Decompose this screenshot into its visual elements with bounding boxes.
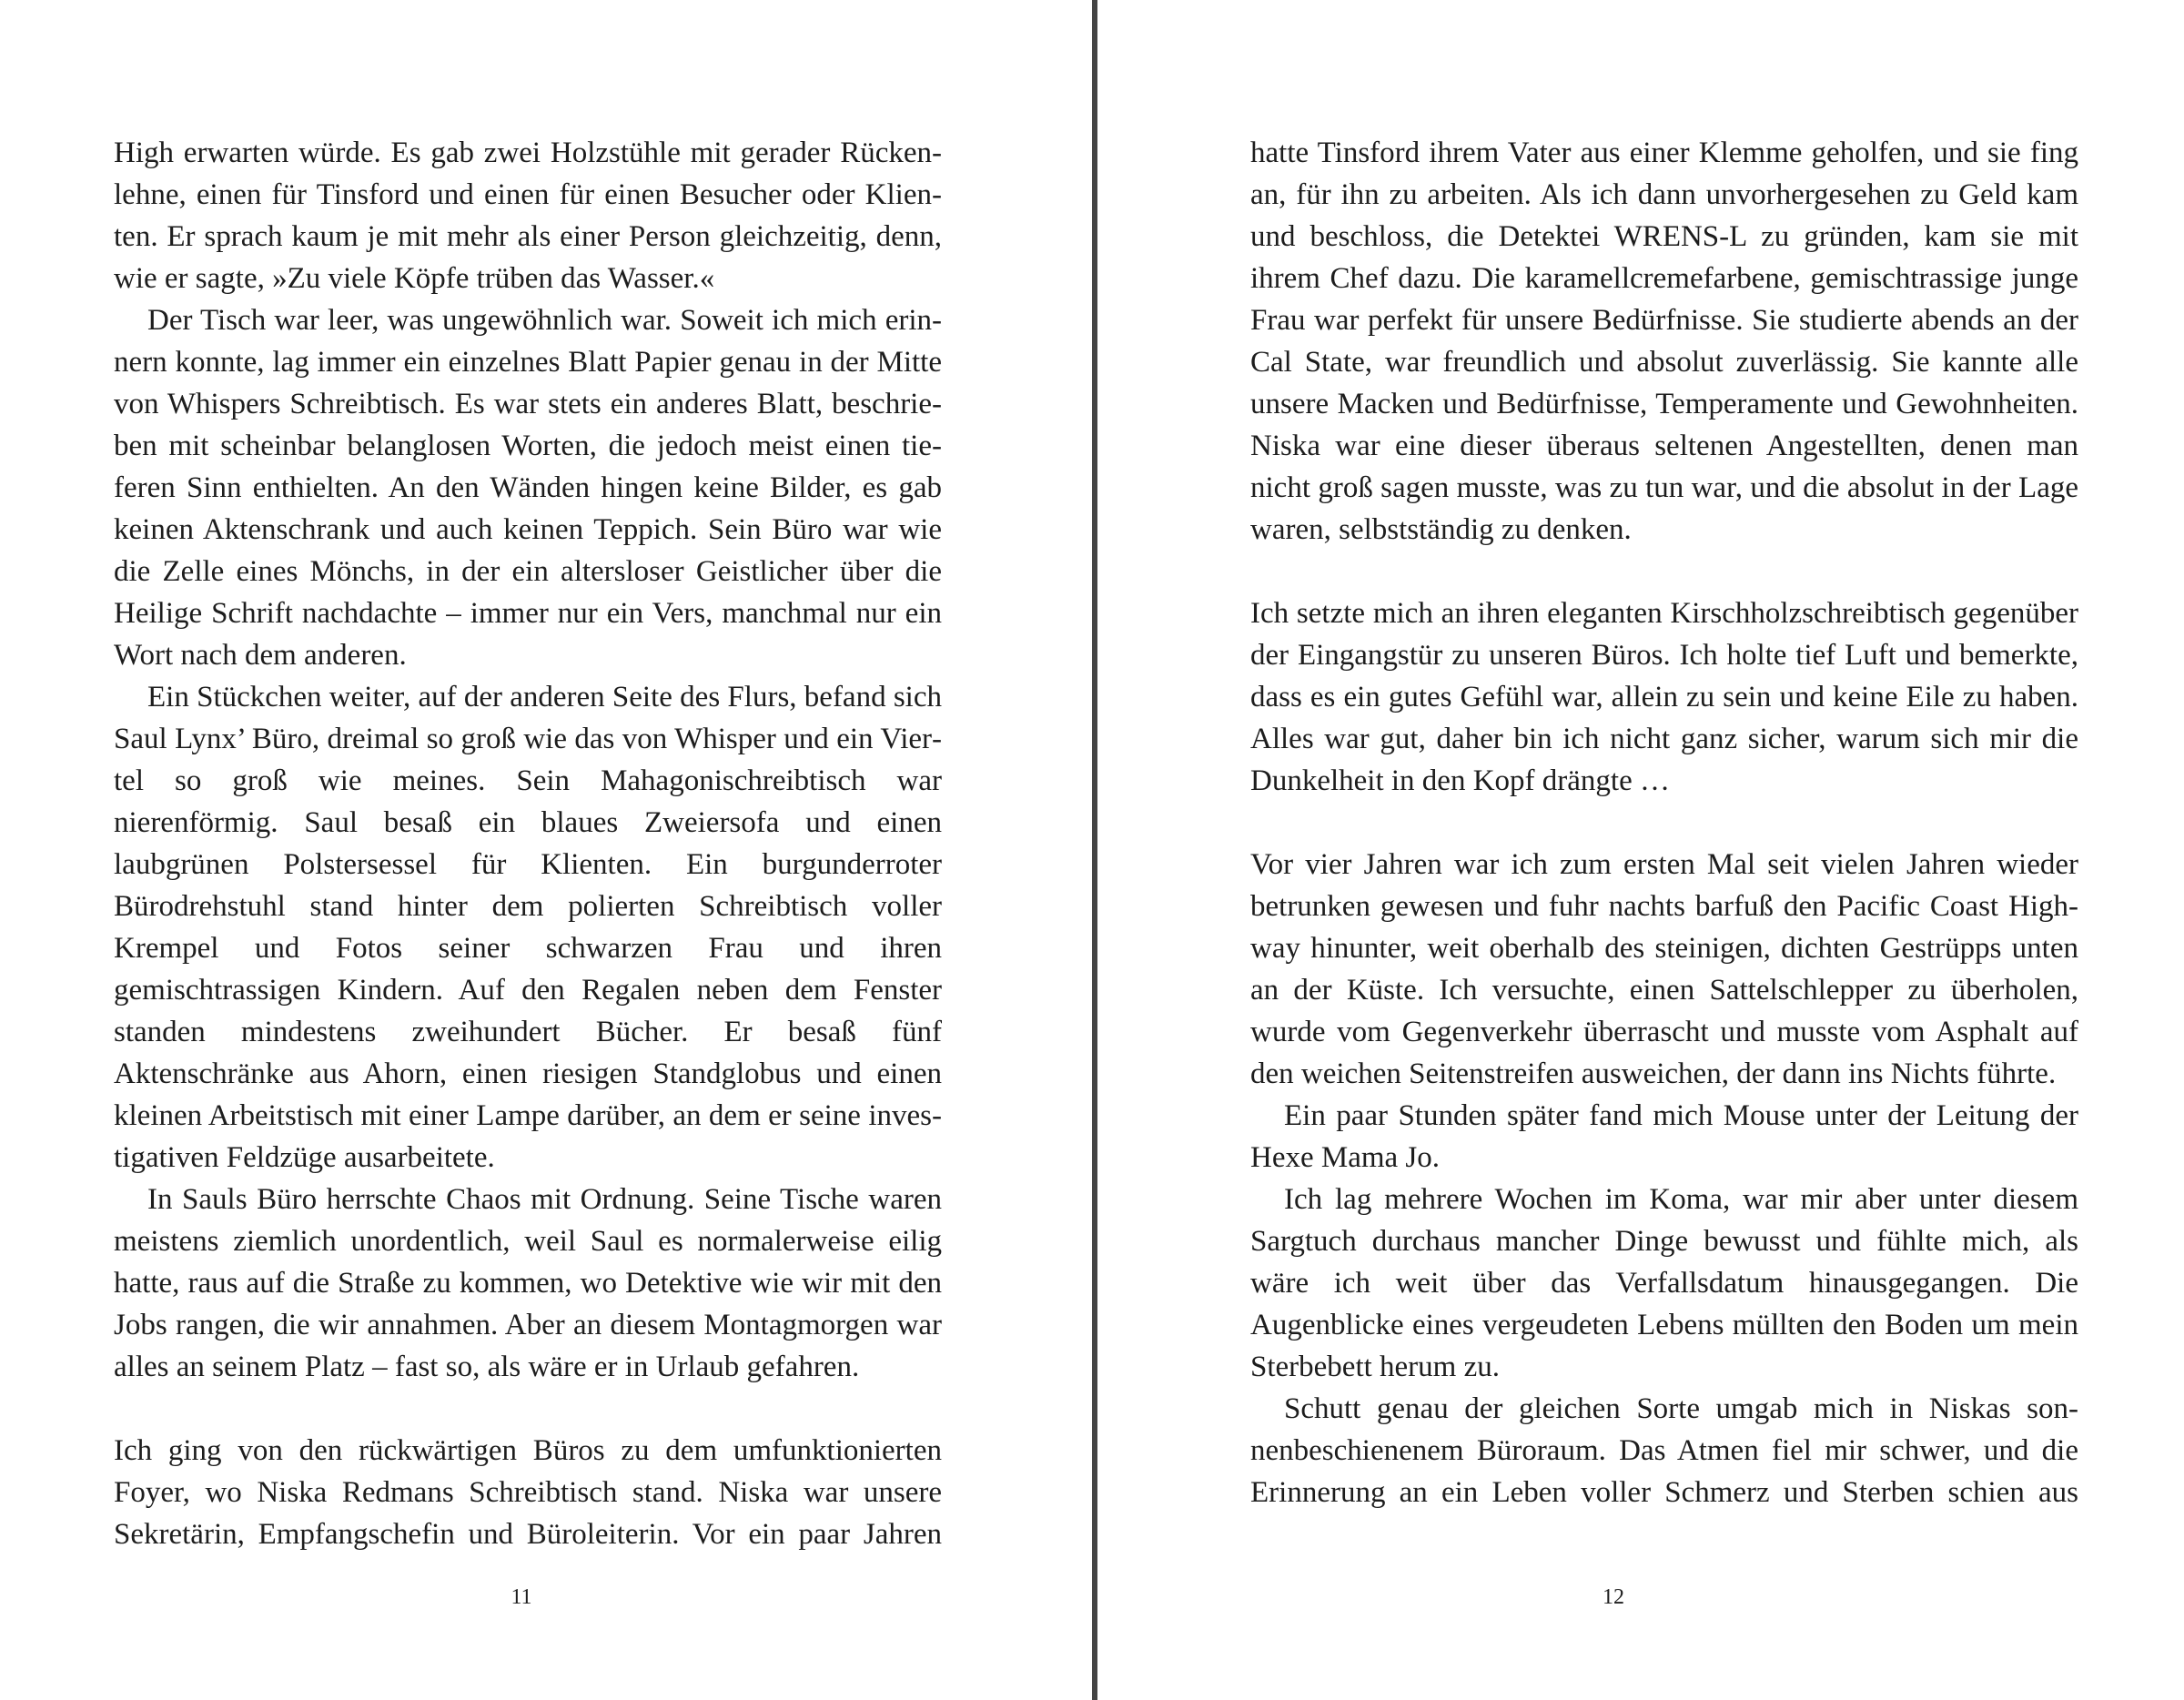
paragraph: High erwarten würde. Es gab zwei Holzstühle mit gerader Rückenlehne, einen für Tinsford und einen für einen Besucher oder Klienten. Er sprach kaum je mit mehr als einer Person gleichzeitig, denn, wie er sagte, »Zu viele Köpfe trüben das Wasser.« [114, 137, 942, 295]
paragraph: Vor vier Jahren war ich zum ersten Mal seit vielen Jahren wieder betrunken gewesen und fuhr nachts barfuß den Pacific Coast Highway hinunter, weit oberhalb des steinigen, dichten Gestrüpps unten an der Küste. Ich versuchte, einen Sattelschlepper zu überholen, wurde vom Gegenverkehr überrascht und musste vom Asphalt auf den weichen Seitenstreifen ausweichen, der dann ins Nichts führte. [1250, 848, 2078, 1090]
paragraph: Der Tisch war leer, was ungewöhnlich war. Soweit ich mich erinnern konnte, lag immer ein einzelnes Blatt Papier genau in der Mitte von Whispers Schreibtisch. Es war stets ein anderes Blatt, beschrieben mit scheinbar belanglosen Worten, die jedoch meist einen tieferen Sinn enthielten. An den Wänden hingen keine Bilder, es gab keinen Aktenschrank und auch keinen Teppich. Sein Büro war wie die Zelle eines Mönchs, in der ein altersloser Geistlicher über die Heilige Schrift nachdachte – immer nur ein Vers, manchmal nur ein Wort nach dem anderen. [114, 304, 942, 672]
paragraph: In Sauls Büro herrschte Chaos mit Ordnung. Seine Tische waren meistens ziemlich unordentlich, weil Saul es normalerweise eilig hatte, raus auf die Straße zu kommen, wo Detektive wie wir mit den Jobs rangen, die wir annahmen. Aber an diesem Montagmorgen war alles an seinem Platz – fast so, als wäre er in Urlaub gefahren. [114, 1183, 942, 1383]
paragraph: Ich lag mehrere Wochen im Koma, war mir aber unter diesem Sargtuch durchaus mancher Dinge bewusst und fühlte mich, als wäre ich weit über das Verfallsdatum hinausgegangen. Die Augenblicke eines vergeudeten Lebens müllten den Boden um mein Sterbebett herum zu. [1250, 1183, 2078, 1383]
paragraph: Ich setzte mich an ihren eleganten Kirschholzschreibtisch gegenüber der Eingangstür zu unseren Büros. Ich holte tief Luft und bemerkte, dass es ein gutes Gefühl war, allein zu sein und keine Eile zu haben. Alles war gut, daher bin ich nicht ganz sicher, warum sich mir die Dunkelheit in den Kopf drängte … [1250, 597, 2078, 797]
page-number: 11 [511, 1585, 532, 1609]
paragraph: Ich ging von den rückwärtigen Büros zu dem umfunktionierten Foyer, wo Niska Redmans Schreibtisch stand. Niska war unsere Sekretärin, Empfangschefin und Büroleiterin. Vor ein paar Jahren [114, 1434, 942, 1551]
right-page [1097, 0, 2184, 1700]
left-page-text [114, 132, 942, 1555]
page-number: 12 [1603, 1585, 1624, 1609]
right-page-text [1250, 132, 2078, 1513]
paragraph: Ein Stückchen weiter, auf der anderen Seite des Flurs, befand sich Saul Lynx’ Büro, dreimal so groß wie das von Whisper und ein Viertel so groß wie meines. Sein Mahagonischreibtisch war nierenförmig. Saul besaß ein blaues Zweiersofa und einen laubgrünen Polstersessel für Klienten. Ein burgunderroter Bürodrehstuhl stand hinter dem polierten Schreibtisch voller Krempel und Fotos seiner schwarzen Frau und ihren gemischtrassigen Kindern. Auf den Regalen neben dem Fenster standen mindestens zweihundert Bücher. Er besaß fünf Aktenschränke aus Ahorn, einen riesigen Standglobus und einen kleinen Arbeitstisch mit einer Lampe darüber, an dem er seine investigativen Feldzüge ausarbeitete. [114, 681, 942, 1174]
paragraph: Schutt genau der gleichen Sorte umgab mich in Niskas sonnenbeschienenem Büroraum. Das Atmen fiel mir schwer, und die Erinnerung an ein Leben voller Schmerz und Sterben schien aus [1250, 1392, 2078, 1509]
paragraph: Ein paar Stunden später fand mich Mouse unter der Leitung der Hexe Mama Jo. [1250, 1099, 2078, 1174]
paragraph: hatte Tinsford ihrem Vater aus einer Klemme geholfen, und sie fing an, für ihn zu arbeiten. Als ich dann unvorhergesehen zu Geld kam und beschloss, die Detektei WRENS-L zu gründen, kam sie mit ihrem Chef dazu. Die karamellcremefarbene, gemischtrassige junge Frau war perfekt für unsere Bedürfnisse. Sie studierte abends an der Cal State, war freundlich und absolut zuverlässig. Sie kannte alle unsere Macken und Bedürfnisse, Temperamente und Gewohnheiten. Niska war eine dieser überaus seltenen Angestellten, denen man nicht groß sagen musste, was zu tun war, und die absolut in der Lage waren, selbstständig zu denken. [1250, 137, 2078, 546]
